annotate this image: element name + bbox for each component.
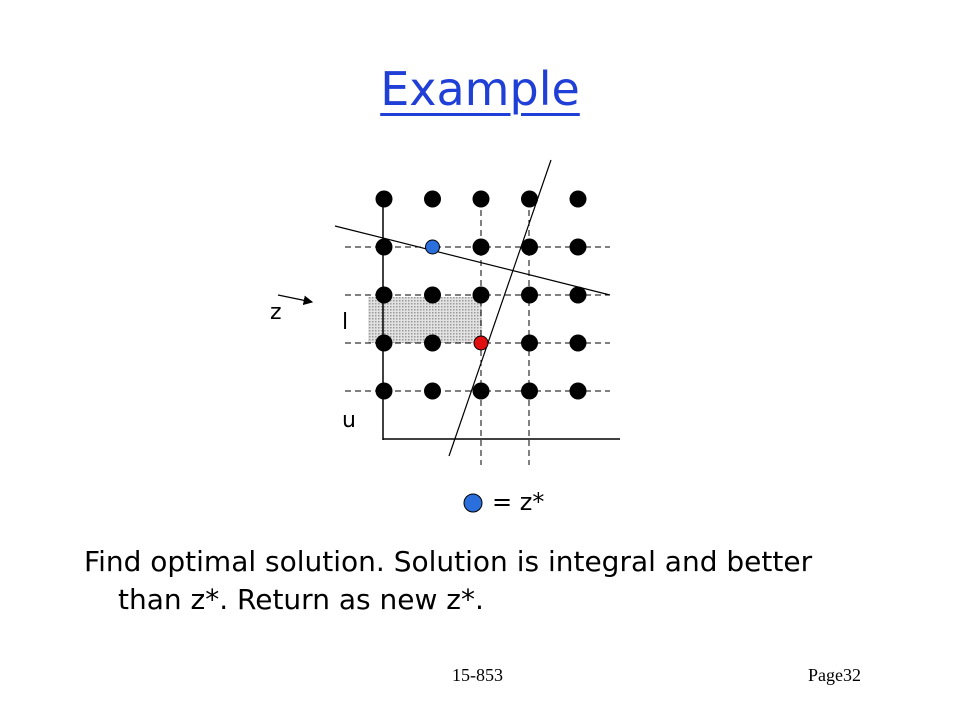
lattice-point [376, 287, 393, 304]
lattice-point [473, 239, 490, 256]
highlighted-point [474, 336, 488, 350]
lattice-point [570, 287, 587, 304]
lattice-point [376, 239, 393, 256]
lattice-point [570, 383, 587, 400]
objective-arrow [278, 295, 312, 302]
label-l: l [342, 310, 349, 335]
body-line-1: Find optimal solution. Solution is integral and better [84, 545, 813, 578]
lattice-point [424, 191, 441, 208]
objective-cut-line [335, 226, 610, 295]
lattice-point [376, 191, 393, 208]
lattice-point [376, 335, 393, 352]
body-line-2: than z*. Return as new z*. [118, 583, 484, 616]
footer-course: 15-853 [452, 665, 503, 685]
lattice-point [473, 383, 490, 400]
lattice-point [521, 383, 538, 400]
body-text [84, 543, 904, 619]
lattice-point [570, 239, 587, 256]
lattice-point [570, 335, 587, 352]
slide-title: Example [380, 62, 580, 116]
label-u: u [342, 408, 356, 433]
footer-page: Page32 [808, 665, 861, 685]
lattice-point [521, 239, 538, 256]
lattice-point [424, 335, 441, 352]
lattice-point [521, 335, 538, 352]
lattice-point [376, 383, 393, 400]
lattice-point [521, 287, 538, 304]
highlighted-point [426, 240, 440, 254]
lattice-point [473, 287, 490, 304]
label-z: z [270, 300, 282, 325]
lattice-point [424, 383, 441, 400]
lattice-point [473, 191, 490, 208]
lattice-point [424, 287, 441, 304]
lattice-point [521, 191, 538, 208]
legend-text: = z* [492, 488, 545, 516]
lattice-point [570, 191, 587, 208]
legend-marker [464, 494, 482, 512]
